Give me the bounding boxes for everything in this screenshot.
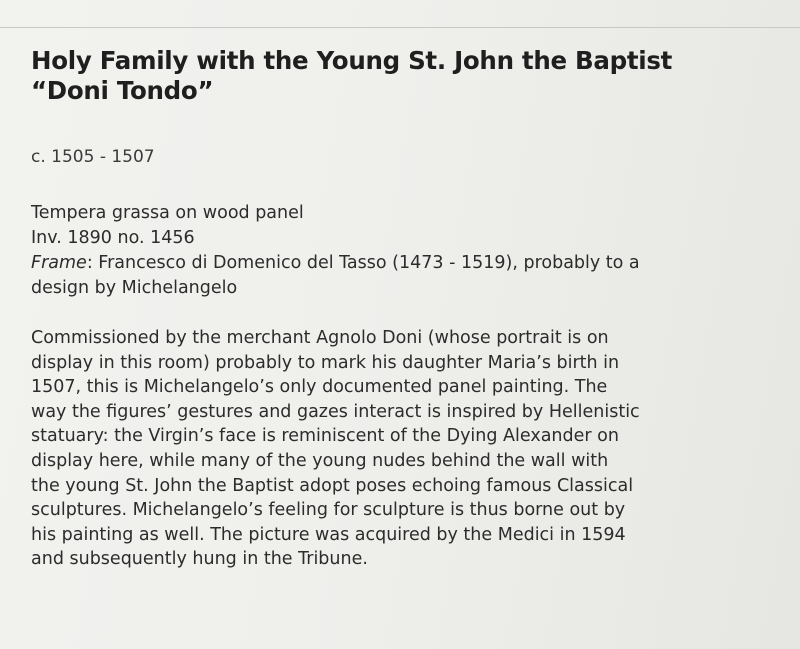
description-line: display here, while many of the young nudes behind the wall with [31, 450, 609, 471]
description-line: way the figures’ gestures and gazes interact is inspired by Hellenistic [31, 401, 640, 422]
description-line: sculptures. Michelangelo’s feeling for sculpture is thus borne out by [31, 500, 626, 521]
frame-text-continued: design by Michelangelo [31, 278, 238, 298]
artwork-date: c. 1505 - 1507 [31, 147, 155, 167]
frame-text: : Francesco di Domenico del Tasso (1473 - 1519), probably to a [86, 253, 640, 273]
description-line: his painting as well. The picture was acquired by the Medici in 1594 [31, 524, 626, 545]
artwork-description [31, 326, 786, 572]
artwork-details [31, 201, 786, 301]
description-line: display in this room) probably to mark his daughter Maria’s birth in [31, 352, 620, 373]
frame-line [31, 251, 786, 276]
description-line: statuary: the Virgin’s face is reminiscent of the Dying Alexander on [31, 426, 619, 447]
artwork-title [31, 46, 786, 106]
title-line-2: “Doni Tondo” [31, 76, 214, 105]
top-divider [0, 27, 800, 28]
description-line: and subsequently hung in the Tribune. [31, 549, 368, 570]
description-line: Commissioned by the merchant Agnolo Doni (whose portrait is on [31, 328, 609, 348]
description-line: the young St. John the Baptist adopt poses echoing famous Classical [31, 475, 634, 496]
inventory-text: Inv. 1890 no. 1456 [31, 228, 195, 248]
medium-text: Tempera grassa on wood panel [31, 203, 304, 223]
museum-label [31, 46, 786, 572]
frame-label: Frame [31, 253, 87, 273]
title-line-1: Holy Family with the Young St. John the Baptist [31, 46, 673, 75]
description-line: 1507, this is Michelangelo’s only documented panel painting. The [31, 377, 608, 398]
